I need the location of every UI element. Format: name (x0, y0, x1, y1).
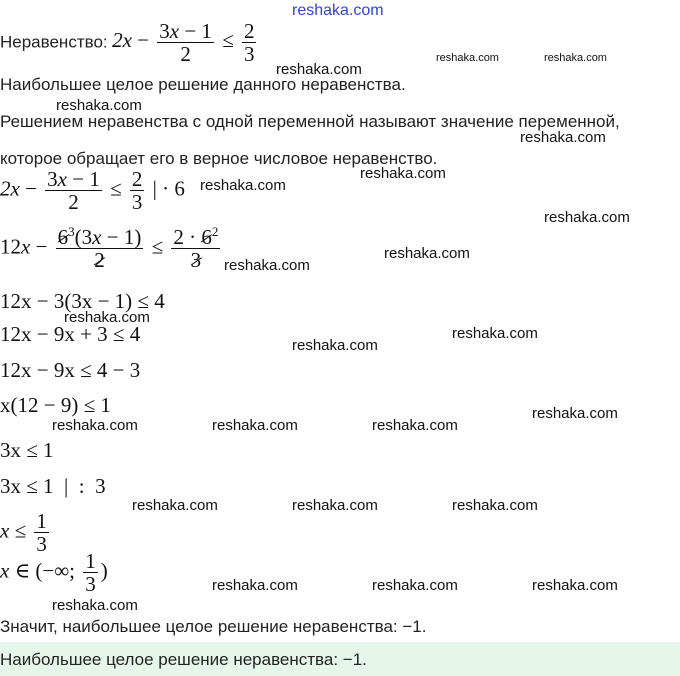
step-2: 12x − $\frac{6^3(3x - 1)}{2}$ ≤ $\frac{2 \cdot 6^2}{3}$ (0, 224, 219, 272)
watermark: reshaka.com (384, 245, 470, 262)
watermark: reshaka.com (452, 325, 538, 342)
answer-box (0, 642, 680, 676)
step-1: 2x − $\frac{3x - 1}{2}$ ≤ $\frac{2}{3}$ | · 6 (0, 167, 185, 214)
watermark: reshaka.com (436, 52, 499, 64)
watermark: reshaka.com (132, 497, 218, 514)
step-5: 12x − 9x ≤ 4 − 3 (0, 358, 141, 382)
watermark-top: reshaka.com (292, 2, 384, 19)
watermark: reshaka.com (56, 97, 142, 114)
watermark: reshaka.com (276, 61, 362, 78)
watermark: reshaka.com (212, 577, 298, 594)
watermark: reshaka.com (372, 417, 458, 434)
problem-prefix: Неравенство: (0, 32, 108, 52)
watermark: reshaka.com (52, 597, 138, 614)
watermark: reshaka.com (532, 577, 618, 594)
watermark: reshaka.com (544, 209, 630, 226)
watermark: reshaka.com (520, 129, 606, 146)
step-10-interval: x ∈ (−∞; $\frac{1}{3}$ ) (0, 549, 108, 596)
watermark: reshaka.com (200, 177, 286, 194)
watermark: reshaka.com (452, 497, 538, 514)
watermark: reshaka.com (224, 257, 310, 274)
watermark: reshaka.com (372, 577, 458, 594)
step-4: 12x − 9x + 3 ≤ 4 (0, 322, 141, 346)
watermark: reshaka.com (544, 52, 607, 64)
watermark: reshaka.com (292, 497, 378, 514)
answer-text: Наибольшее целое решение неравенства: −1. (0, 650, 367, 669)
step-7: 3x ≤ 1 (0, 438, 54, 462)
step-8: 3x ≤ 1 | : 3 (0, 474, 106, 498)
step-6: x(12 − 9) ≤ 1 (0, 393, 111, 417)
watermark: reshaka.com (52, 417, 138, 434)
watermark: reshaka.com (532, 405, 618, 422)
step-3: 12x − 3(3x − 1) ≤ 4 (0, 289, 165, 313)
problem-statement (0, 20, 259, 65)
problem-inequality: 2x − $\frac{3x - 1}{2}$ ≤ $\frac{2}{3}$ (112, 19, 255, 66)
task-text: Наибольшее целое решение данного неравенства. (0, 75, 406, 94)
watermark: reshaka.com (360, 165, 446, 182)
conclusion-text: Значит, наибольшее целое решение неравенства: −1. (0, 617, 427, 636)
watermark: reshaka.com (64, 309, 150, 326)
watermark: reshaka.com (292, 337, 378, 354)
watermark: reshaka.com (212, 417, 298, 434)
step-9: x ≤ $\frac{1}{3}$ (0, 509, 47, 556)
definition-line-1: Решением неравенства с одной переменной называют значение переменной, (0, 112, 620, 131)
definition-line-2: которое обращает его в верное числовое неравенство. (0, 149, 438, 168)
